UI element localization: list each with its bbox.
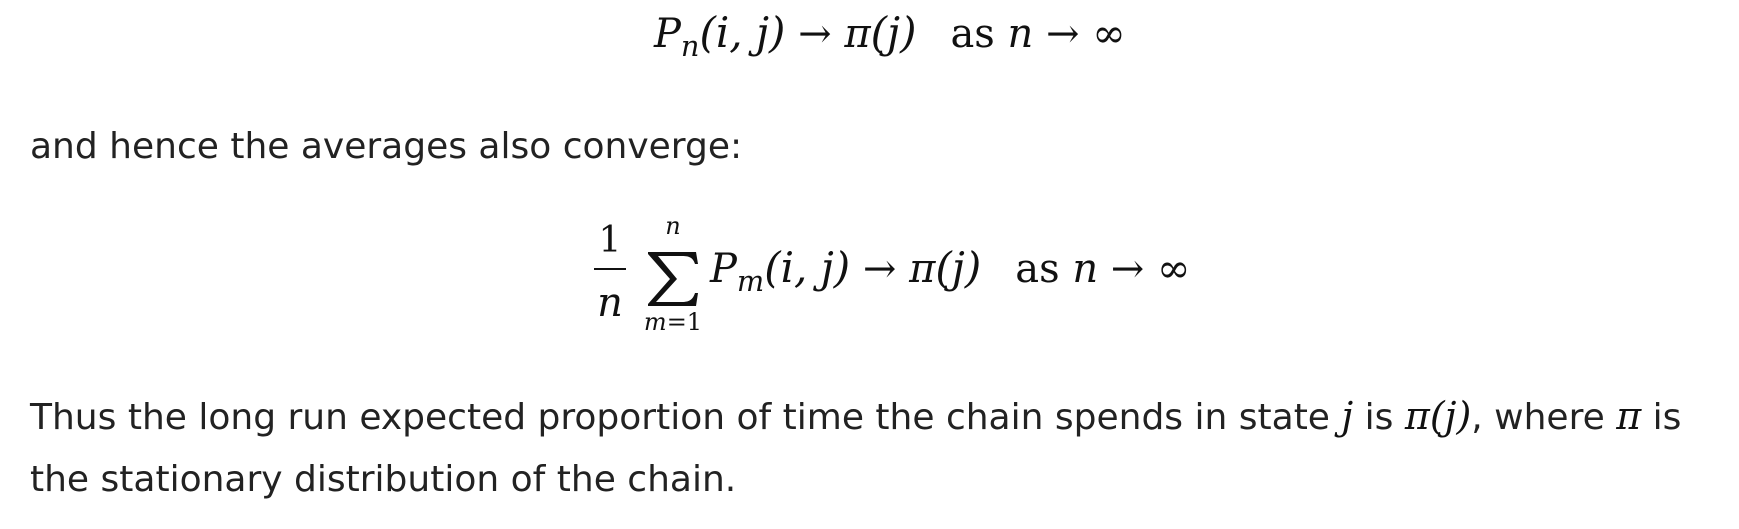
sigma-icon [644, 250, 700, 308]
inline-math-j: j [1341, 394, 1354, 438]
arrow-symbol-2: → [1110, 246, 1145, 292]
fraction-bar [594, 268, 626, 270]
symbol-P: P [710, 246, 737, 292]
pi-arg: (j) [870, 8, 917, 57]
paragraph2-part4: is the stationary distribution of the chain. [30, 397, 1682, 500]
symbol-n: n [1007, 11, 1034, 57]
args-i-j: (i, j) [764, 243, 851, 292]
args-i-j: (i, j) [699, 8, 786, 57]
fraction-one-over-n [592, 212, 628, 340]
symbol-pi: π [844, 11, 871, 57]
sum-lower-limit: m=1 [643, 308, 703, 336]
subscript-m: m [736, 264, 765, 299]
paragraph-averages: and hence the averages also converge: [30, 126, 743, 167]
symbol-P: P [654, 11, 681, 57]
paragraph2-part1: Thus the long run expected proportion of time the chain spends in state [30, 397, 1342, 438]
equation2-body [710, 243, 1191, 299]
arrow-symbol: → [798, 11, 832, 57]
pi-arg: (j) [935, 243, 982, 292]
paragraph2-part2: is [1353, 397, 1405, 438]
inline-math-pi-j: π(j) [1404, 394, 1472, 438]
subscript-n: n [680, 29, 700, 64]
arrow-symbol-2: → [1046, 11, 1080, 57]
equation-pn-limit [654, 8, 1126, 64]
word-as: as [950, 11, 995, 57]
fraction-denominator: n [597, 280, 623, 326]
inline-math-pi: π [1616, 394, 1642, 438]
word-as: as [1015, 246, 1060, 292]
infinity-symbol: ∞ [1157, 246, 1191, 292]
arrow-symbol: → [862, 246, 897, 292]
paragraph2-part3: , where [1471, 397, 1617, 438]
fraction-numerator: 1 [598, 220, 622, 261]
symbol-pi: π [909, 246, 936, 292]
summation [640, 212, 706, 340]
symbol-n: n [1072, 246, 1099, 292]
paragraph-long-run [30, 385, 1690, 511]
infinity-symbol: ∞ [1092, 11, 1126, 57]
sum-upper-limit: n [665, 212, 681, 240]
